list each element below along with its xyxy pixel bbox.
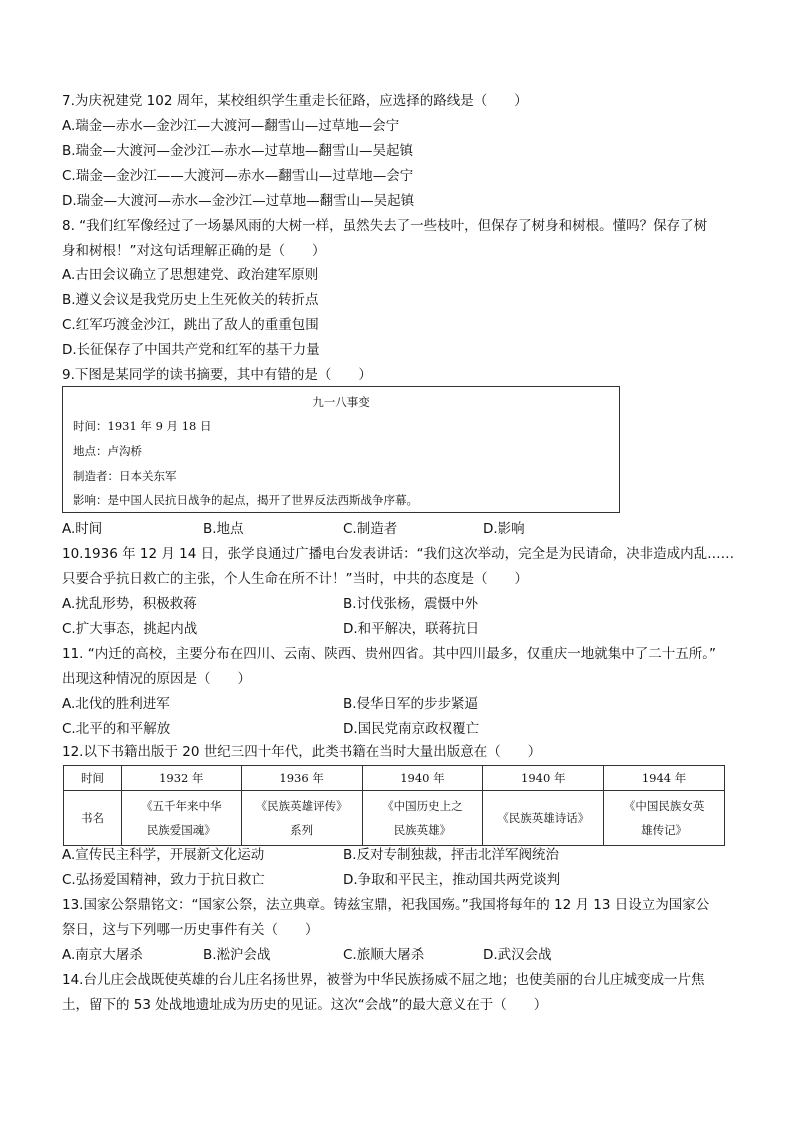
q11-stem-line1: 11. “内迁的高校，主要分布在四川、云南、陕西、贵州四省。其中四川最多，仅重庆一地就集中了二十五所。” [62,646,716,662]
q12-year-cell: 1940 年 [362,766,483,791]
q13-option-a: A.南京大屠杀 [62,947,143,963]
q10-stem-line2: 只要合乎抗日救亡的主张，个人生命在所不计！”当时，中共的态度是（ ） [62,571,528,587]
q9-option-d: D.影响 [483,521,525,537]
q9-box-maker: 制造者：日本关东军 [73,469,177,483]
q9-box-place: 地点：卢沟桥 [73,444,142,458]
q12-book-line: 《五千年来中华 [141,799,222,813]
q11-option-d: D.国民党南京政权覆亡 [343,721,480,737]
q12-book-line: 系列 [290,823,314,837]
table-row [64,791,725,846]
q7-option-d: D.瑞金—大渡河—赤水—金沙江—过草地—翻雪山—吴起镇 [62,193,415,209]
q8-option-a: A.古田会议确立了思想建党、政治建军原则 [62,267,319,283]
q9-reading-notes-box [62,386,620,513]
q14-stem-line2: 土，留下的 53 处战地遗址成为历史的见证。这次“会战”的最大意义在于（ ） [62,997,548,1013]
q9-option-c: C.制造者 [343,521,398,537]
q12-row-head: 书名 [64,791,122,846]
q12-book-line: 民族英雄》 [393,823,452,837]
q12-year-cell: 1932 年 [121,766,241,791]
q12-option-d: D.争取和平民主，推动国共两党谈判 [343,872,561,888]
q12-option-a: A.宣传民主科学，开展新文化运动 [62,847,265,863]
q9-stem: 9.下图是某同学的读书摘要，其中有错的是（ ） [62,367,372,383]
q9-option-b: B.地点 [203,521,244,537]
q11-option-c: C.北平的和平解放 [62,721,171,737]
q13-option-d: D.武汉会战 [483,947,552,963]
table-row [64,766,725,791]
q7-option-a: A.瑞金—赤水—金沙江—大渡河—翻雪山—过草地—会宁 [62,118,400,134]
q12-book-cell [241,791,362,846]
q13-stem-line2: 祭日，这与下列哪一历史事件有关（ ） [62,922,319,938]
q7-option-b: B.瑞金—大渡河—金沙江—赤水—过草地—翻雪山—吴起镇 [62,143,414,159]
q12-book-cell [121,791,241,846]
q12-book-line: 《中国民族女英 [623,799,705,813]
q11-option-a: A.北伐的胜利进军 [62,696,170,712]
q13-option-c: C.旅顺大屠杀 [343,947,425,963]
q13-option-b: B.淞沪会战 [203,947,271,963]
q13-stem-line1: 13.国家公祭鼎铭文：“国家公祭，法立典章。铸兹宝鼎，祀我国殇。”我国将每年的 12 月 13 日设立为国家公 [62,897,710,913]
q10-option-b: B.讨伐张杨，震慑中外 [343,596,479,612]
q12-book-line: 《民族英雄评传》 [255,799,348,813]
q12-book-line: 《中国历史上之 [382,799,463,813]
q12-books-table [63,765,725,846]
q12-year-cell: 1940 年 [483,766,604,791]
q12-book-cell [362,791,483,846]
q7-option-c: C.瑞金—金沙江——大渡河—赤水—翻雪山—过草地—会宁 [62,168,414,184]
q12-year-cell: 1936 年 [241,766,362,791]
q12-book-line: 民族爱国魂》 [146,823,216,837]
q12-year-cell: 1944 年 [604,766,725,791]
q11-option-b: B.侵华日军的步步紧逼 [343,696,479,712]
q12-option-c: C.弘扬爱国精神，致力于抗日救亡 [62,872,265,888]
q12-book-cell [604,791,725,846]
q12-book-line: 《民族英雄诗话》 [497,811,590,825]
q12-col-head: 时间 [64,766,122,791]
q8-stem-line2: 身和树根！”对这句话理解正确的是（ ） [62,243,326,259]
q11-stem-line2: 出现这种情况的原因是（ ） [62,671,251,687]
q9-box-time: 时间：1931 年 9 月 18 日 [73,419,212,433]
q7-stem: 7.为庆祝建党 102 周年，某校组织学生重走长征路，应选择的路线是（ ） [62,93,528,109]
q14-stem-line1: 14.台儿庄会战既使英雄的台儿庄名扬世界，被誉为中华民族扬威不屈之地；也使美丽的台儿庄城变成一片焦 [62,972,705,988]
q8-option-c: C.红军巧渡金沙江，跳出了敌人的重重包围 [62,317,319,333]
q8-option-d: D.长征保存了中国共产党和红军的基干力量 [62,342,320,358]
q9-box-effect: 影响：是中国人民抗日战争的起点，揭开了世界反法西斯战争序幕。 [73,493,418,507]
q10-option-a: A.扰乱形势，积极救蒋 [62,596,197,612]
q10-option-c: C.扩大事态，挑起内战 [62,621,198,637]
q9-option-a: A.时间 [62,521,103,537]
q12-option-b: B.反对专制独裁，抨击北洋军阀统治 [343,847,560,863]
q12-book-line: 雄传记》 [641,823,688,837]
q10-option-d: D.和平解决，联蒋抗日 [343,621,480,637]
q8-stem-line1: 8. “我们红军像经过了一场暴风雨的大树一样，虽然失去了一些枝叶，但保存了树身和树根。懂吗？保存了树 [62,218,708,234]
q12-book-cell [483,791,604,846]
q8-option-b: B.遵义会议是我党历史上生死攸关的转折点 [62,292,319,308]
q10-stem-line1: 10.1936 年 12 月 14 日，张学良通过广播电台发表讲话：“我们这次举动，完全是为民请命，决非造成内乱…… [62,546,735,562]
q9-box-title: 九一八事变 [312,395,370,409]
q12-stem: 12.以下书籍出版于 20 世纪三四十年代，此类书籍在当时大量出版意在（ ） [62,744,542,760]
